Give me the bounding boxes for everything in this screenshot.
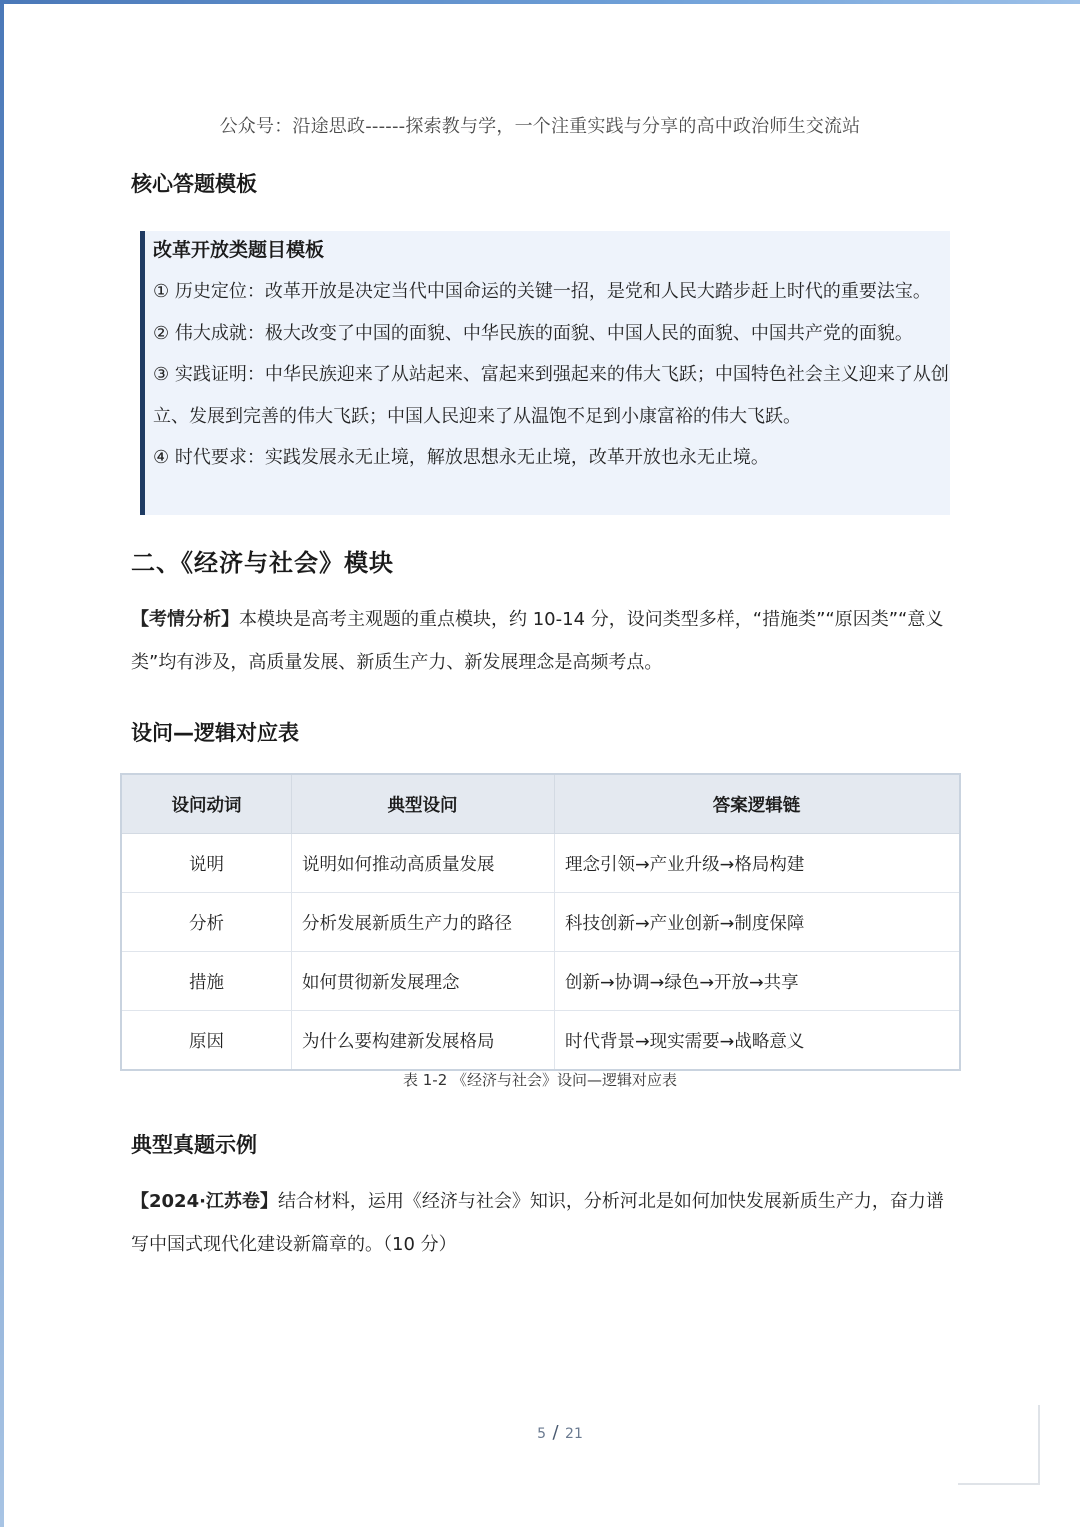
module-title: 二、《经济与社会》模块 <box>131 549 394 577</box>
example-question-paragraph <box>131 1180 956 1266</box>
table-row <box>121 893 960 952</box>
callout-item-4: ④ 时代要求：实践发展永无止境，解放思想永无止境，改革开放也永无止境。 <box>153 447 769 468</box>
table-cell-verb: 说明 <box>121 834 292 893</box>
left-accent-bar <box>0 0 4 1527</box>
table-header-cell: 典型设问 <box>292 774 555 834</box>
section-title-core-template: 核心答题模板 <box>131 172 257 196</box>
section-title-logic-table: 设问—逻辑对应表 <box>131 721 299 745</box>
table-cell-question: 为什么要构建新发展格局 <box>292 1011 555 1071</box>
exam-analysis-label: 【考情分析】 <box>131 609 239 630</box>
template-callout-box <box>140 231 950 515</box>
table-header-cell: 设问动词 <box>121 774 292 834</box>
table-cell-logic: 创新→协调→绿色→开放→共享 <box>555 952 961 1011</box>
table-row <box>121 952 960 1011</box>
table-cell-verb: 原因 <box>121 1011 292 1071</box>
table-cell-question: 说明如何推动高质量发展 <box>292 834 555 893</box>
top-accent-bar <box>0 0 1080 4</box>
table-cell-question: 如何贯彻新发展理念 <box>292 952 555 1011</box>
page-separator: / <box>552 1422 559 1443</box>
table-cell-verb: 分析 <box>121 893 292 952</box>
table-header-cell: 答案逻辑链 <box>555 774 961 834</box>
section-title-example: 典型真题示例 <box>131 1133 257 1157</box>
page-number <box>0 1422 1080 1443</box>
example-question-label: 【2024·江苏卷】 <box>131 1191 278 1212</box>
page-header: 公众号：沿途思政------探索教与学，一个注重实践与分享的高中政治师生交流站 <box>219 116 861 137</box>
page-total: 21 <box>565 1426 583 1442</box>
table-cell-logic: 时代背景→现实需要→战略意义 <box>555 1011 961 1071</box>
table-cell-logic: 理念引领→产业升级→格局构建 <box>555 834 961 893</box>
table-header-row <box>121 774 960 834</box>
exam-analysis-paragraph <box>131 598 956 684</box>
callout-item-3: ③ 实践证明：中华民族迎来了从站起来、富起来到强起来的伟大飞跃；中国特色社会主义迎来了从创立、发展到完善的伟大飞跃；中国人民迎来了从温饱不足到小康富裕的伟大飞跃。 <box>153 364 949 427</box>
table-cell-question: 分析发展新质生产力的路径 <box>292 893 555 952</box>
table-row <box>121 834 960 893</box>
logic-table <box>120 773 961 1071</box>
table-cell-logic: 科技创新→产业创新→制度保障 <box>555 893 961 952</box>
page-corner-mark <box>958 1405 1040 1485</box>
table-caption: 表 1-2 《经济与社会》设问—逻辑对应表 <box>402 1071 678 1089</box>
callout-item-1: ① 历史定位：改革开放是决定当代中国命运的关键一招，是党和人民大踏步赶上时代的重要法宝。 <box>153 281 931 302</box>
callout-item-2: ② 伟大成就：极大改变了中国的面貌、中华民族的面貌、中国人民的面貌、中国共产党的面貌。 <box>153 322 913 344</box>
callout-title: 改革开放类题目模板 <box>153 239 325 261</box>
table-cell-verb: 措施 <box>121 952 292 1011</box>
table-row <box>121 1011 960 1071</box>
page-current: 5 <box>537 1426 547 1442</box>
exam-analysis-text: 本模块是高考主观题的重点模块，约 10-14 分，设问类型多样，“措施类”“原因类”“意义类”均有涉及，高质量发展、新质生产力、新发展理念是高频考点。 <box>131 609 944 673</box>
example-question-text: 结合材料，运用《经济与社会》知识，分析河北是如何加快发展新质生产力，奋力谱写中国式现代化建设新篇章的。（10 分） <box>131 1191 944 1255</box>
